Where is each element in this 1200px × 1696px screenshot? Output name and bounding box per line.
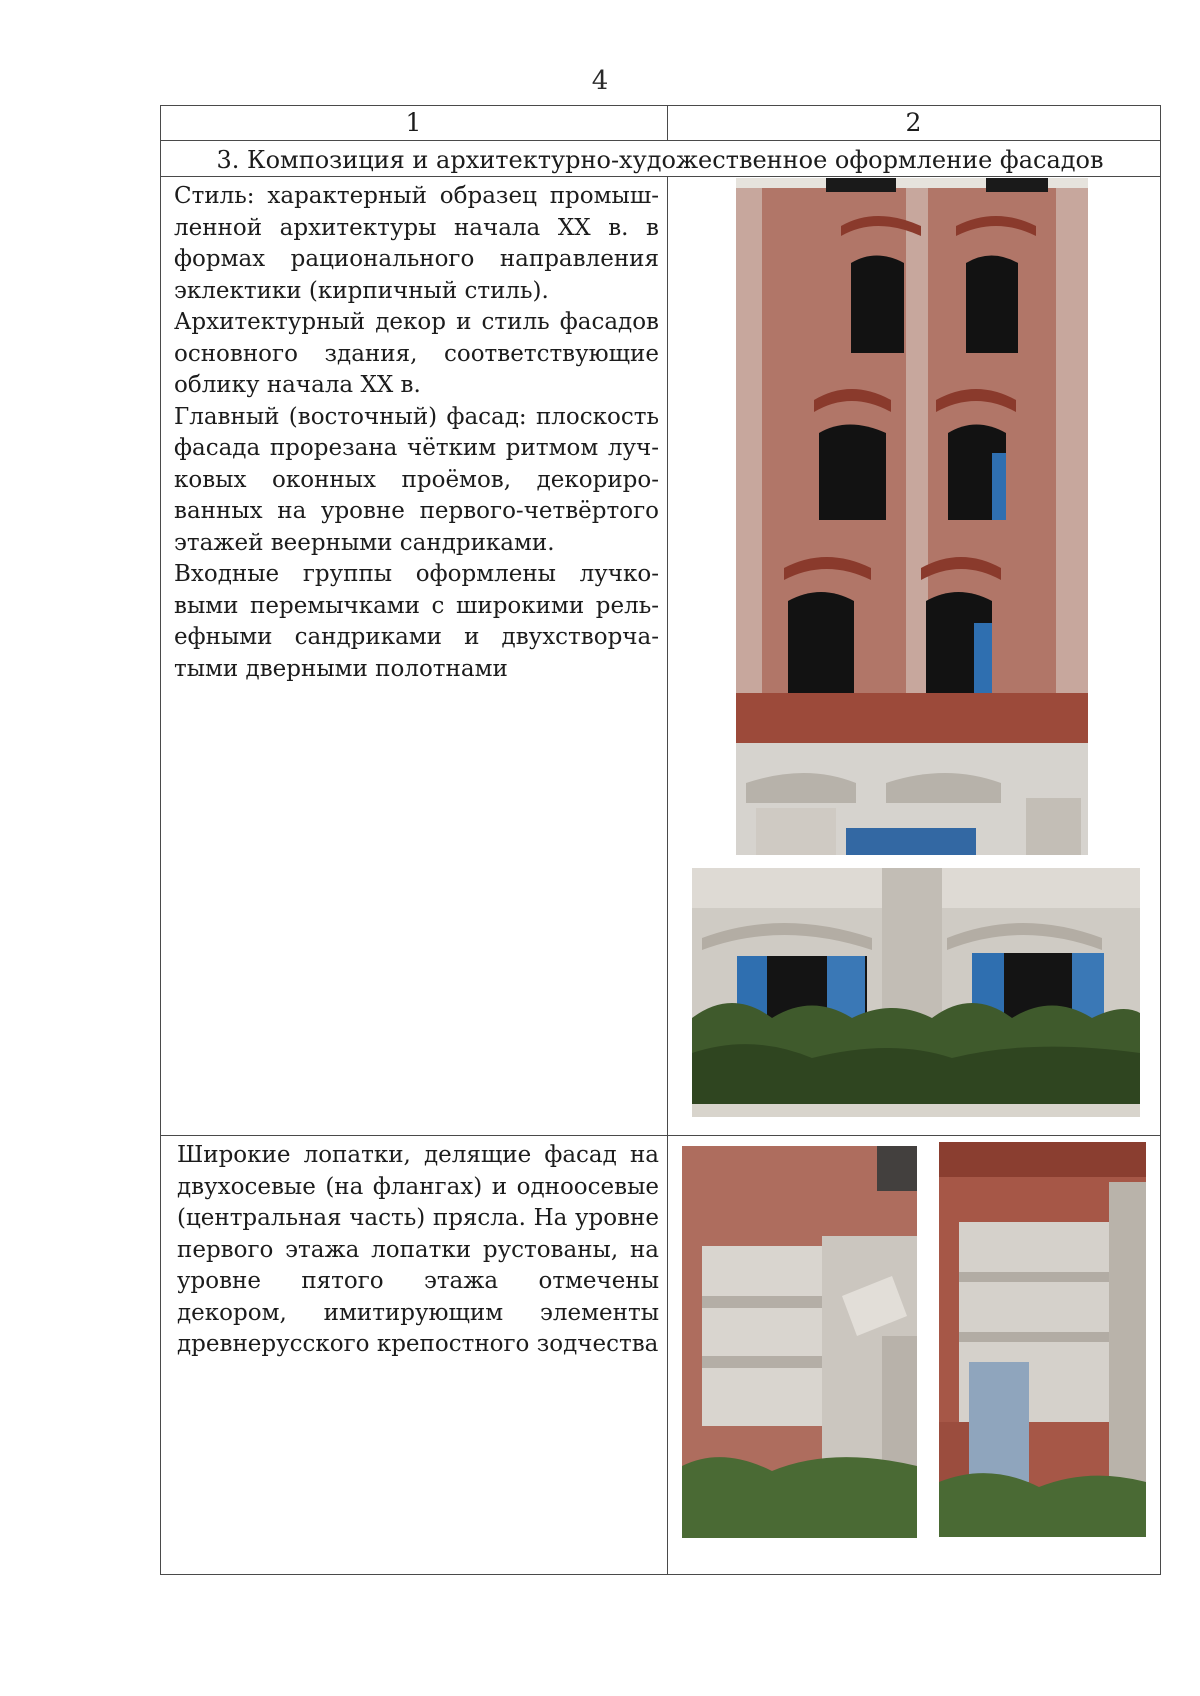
table-border-top	[160, 105, 1161, 106]
paragraph-style: Стиль: характерный образец промышленной архитектуры начала XX в. в формах рационального направления эклектики (кирпичный стиль).	[174, 183, 659, 304]
table-border-bottom	[160, 1574, 1161, 1575]
table-border-right	[1160, 105, 1161, 1575]
table-border-row	[160, 1135, 1161, 1136]
column-header-2: 2	[905, 108, 922, 137]
entrance-photo	[692, 868, 1140, 1117]
page-number: 4	[591, 66, 609, 96]
paragraph-entrances: Входные группы оформлены лучковыми перемычками с широкими рельефными сандриками и двухстворчатыми дверными полотнами	[174, 561, 659, 682]
table-border-mid-body	[667, 176, 668, 1575]
table-border-header	[160, 140, 1161, 141]
facade-photo-main	[736, 178, 1088, 855]
paragraph-decor: Архитектурный декор и стиль фасадов основного здания, соответствующие облику начала XX в.	[174, 309, 659, 398]
paragraph-main-facade: Главный (восточный) фасад: плоскость фасада прорезана чётким ритмом лучковых оконных проёмов, декорированных на уровне первого-четвёртого этажей веерными сандриками.	[174, 403, 659, 556]
pilaster-photo-left	[682, 1146, 917, 1538]
paragraph-pilasters: Широкие лопатки, делящие фасад на двухосевые (на флангах) и одноосевые (центральная часть) прясла. На уровне первого этажа лопатки рустованы, на уровне пятого этажа отмечены декором, имитирующим элементы древнерусского крепостного зодчества	[177, 1142, 659, 1357]
table-border-left	[160, 105, 161, 1575]
row-1-description	[174, 181, 659, 685]
row-2-description	[177, 1140, 659, 1361]
column-header-1: 1	[405, 108, 422, 137]
pilaster-photo-right	[939, 1142, 1146, 1537]
section-title: 3. Композиция и архитектурно-художественное оформление фасадов	[216, 146, 1104, 174]
table-border-section	[160, 176, 1161, 177]
